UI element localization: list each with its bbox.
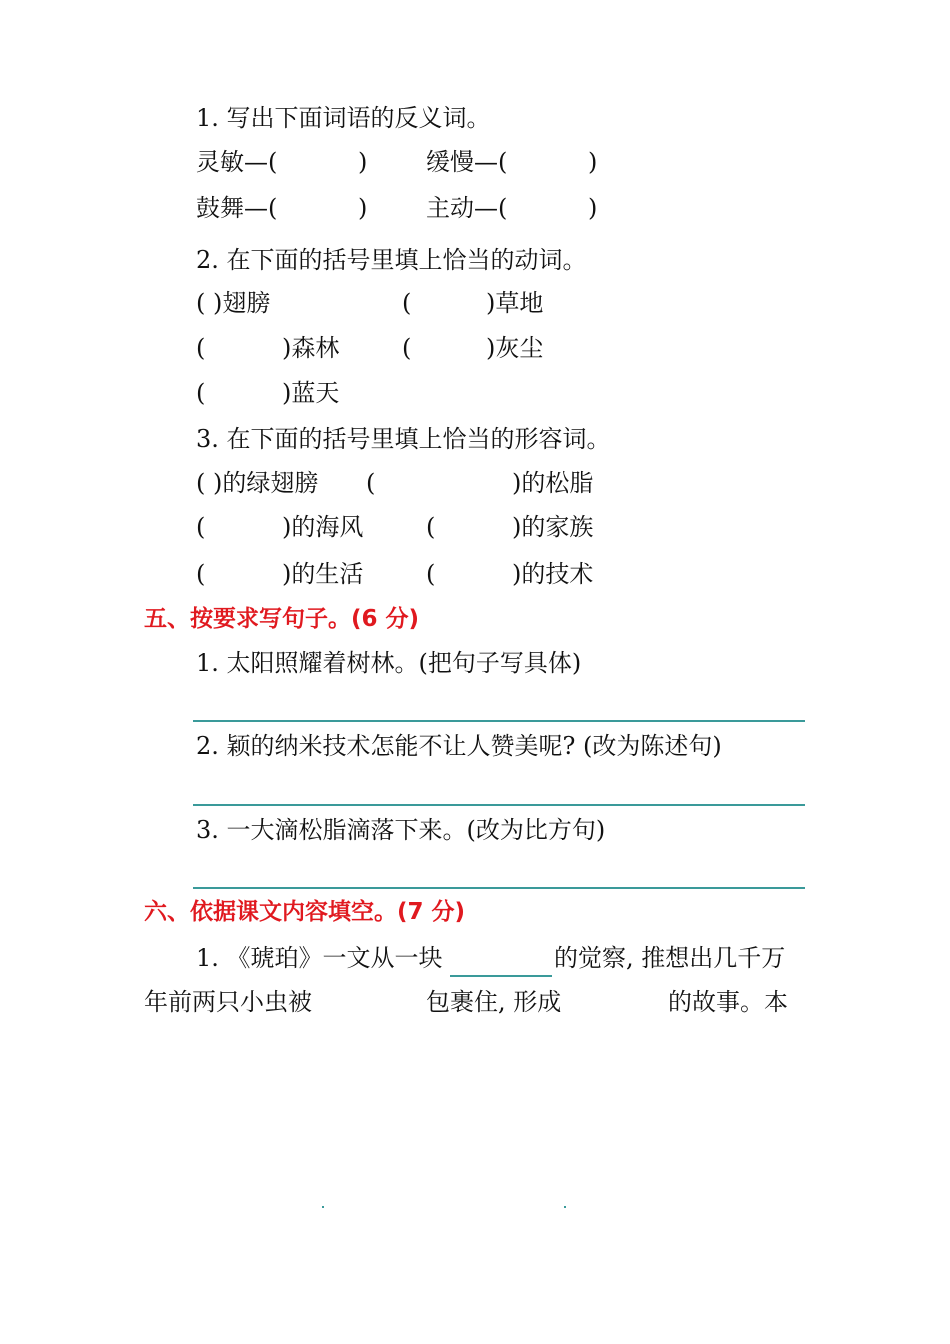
q1-item-guwu-close: ) bbox=[358, 194, 368, 222]
q2-title: 2. 在下面的括号里填上恰当的动词。 bbox=[196, 246, 587, 274]
q2-item-lantian-open: ( bbox=[196, 379, 206, 407]
section6-line1-start: 1. 《琥珀》一文从一块 bbox=[196, 944, 443, 972]
q3-item-songzhi-open: ( bbox=[366, 469, 376, 497]
section5-q1: 1. 太阳照耀着树林。(把句子写具体) bbox=[196, 649, 582, 677]
q1-item-lingmin: 灵敏—( bbox=[196, 148, 278, 176]
q3-item-songzhi: )的松脂 bbox=[512, 469, 594, 497]
footer-dot-left bbox=[322, 1206, 324, 1208]
q2-item-huichen: )灰尘 bbox=[486, 334, 544, 362]
footer-dot-right bbox=[564, 1206, 566, 1208]
section5-heading: 五、按要求写句子。(6 分) bbox=[144, 606, 420, 632]
q3-item-haifeng: )的海风 bbox=[282, 513, 364, 541]
answer-line-2[interactable] bbox=[193, 804, 805, 806]
section6-line2-start: 年前两只小虫被 bbox=[144, 988, 312, 1016]
q1-item-guwu: 鼓舞—( bbox=[196, 194, 278, 222]
q3-item-jishu: )的技术 bbox=[512, 560, 594, 588]
q2-item-senlin-open: ( bbox=[196, 334, 206, 362]
section5-q3: 3. 一大滴松脂滴落下来。(改为比方句) bbox=[196, 816, 606, 844]
q3-item-shenghuo-open: ( bbox=[196, 560, 206, 588]
section6-line1-end: 的觉察, 推想出几千万 bbox=[554, 944, 786, 972]
q1-item-lingmin-close: ) bbox=[358, 148, 368, 176]
q2-item-lantian: )蓝天 bbox=[282, 379, 340, 407]
q2-item-caodi: )草地 bbox=[486, 289, 544, 317]
q3-item-jishu-open: ( bbox=[426, 560, 436, 588]
q1-item-zhudong-close: ) bbox=[588, 194, 598, 222]
q3-item-shenghuo: )的生活 bbox=[282, 560, 364, 588]
q2-item-senlin: )森林 bbox=[282, 334, 340, 362]
q1-title: 1. 写出下面词语的反义词。 bbox=[196, 104, 491, 132]
q2-item-caodi-open: ( bbox=[402, 289, 412, 317]
q1-item-huanman-close: ) bbox=[588, 148, 598, 176]
q3-item-haifeng-open: ( bbox=[196, 513, 206, 541]
section6-line2-mid: 包裹住, 形成 bbox=[426, 988, 562, 1016]
answer-line-1[interactable] bbox=[193, 720, 805, 722]
section5-q2: 2. 颖的纳米技术怎能不让人赞美呢? (改为陈述句) bbox=[196, 732, 722, 760]
q3-item-jiazu: )的家族 bbox=[512, 513, 594, 541]
answer-line-3[interactable] bbox=[193, 887, 805, 889]
q1-item-huanman: 缓慢—( bbox=[426, 148, 508, 176]
q2-item-chibang: ( )翅膀 bbox=[196, 289, 271, 317]
q3-title: 3. 在下面的括号里填上恰当的形容词。 bbox=[196, 425, 611, 453]
section6-line2-end: 的故事。本 bbox=[668, 988, 788, 1016]
fill-blank-1[interactable] bbox=[450, 975, 552, 977]
q3-item-jiazu-open: ( bbox=[426, 513, 436, 541]
section6-heading: 六、依据课文内容填空。(7 分) bbox=[144, 899, 466, 925]
q3-item-lvchibang: ( )的绿翅膀 bbox=[196, 469, 319, 497]
q2-item-huichen-open: ( bbox=[402, 334, 412, 362]
q1-item-zhudong: 主动—( bbox=[426, 194, 508, 222]
